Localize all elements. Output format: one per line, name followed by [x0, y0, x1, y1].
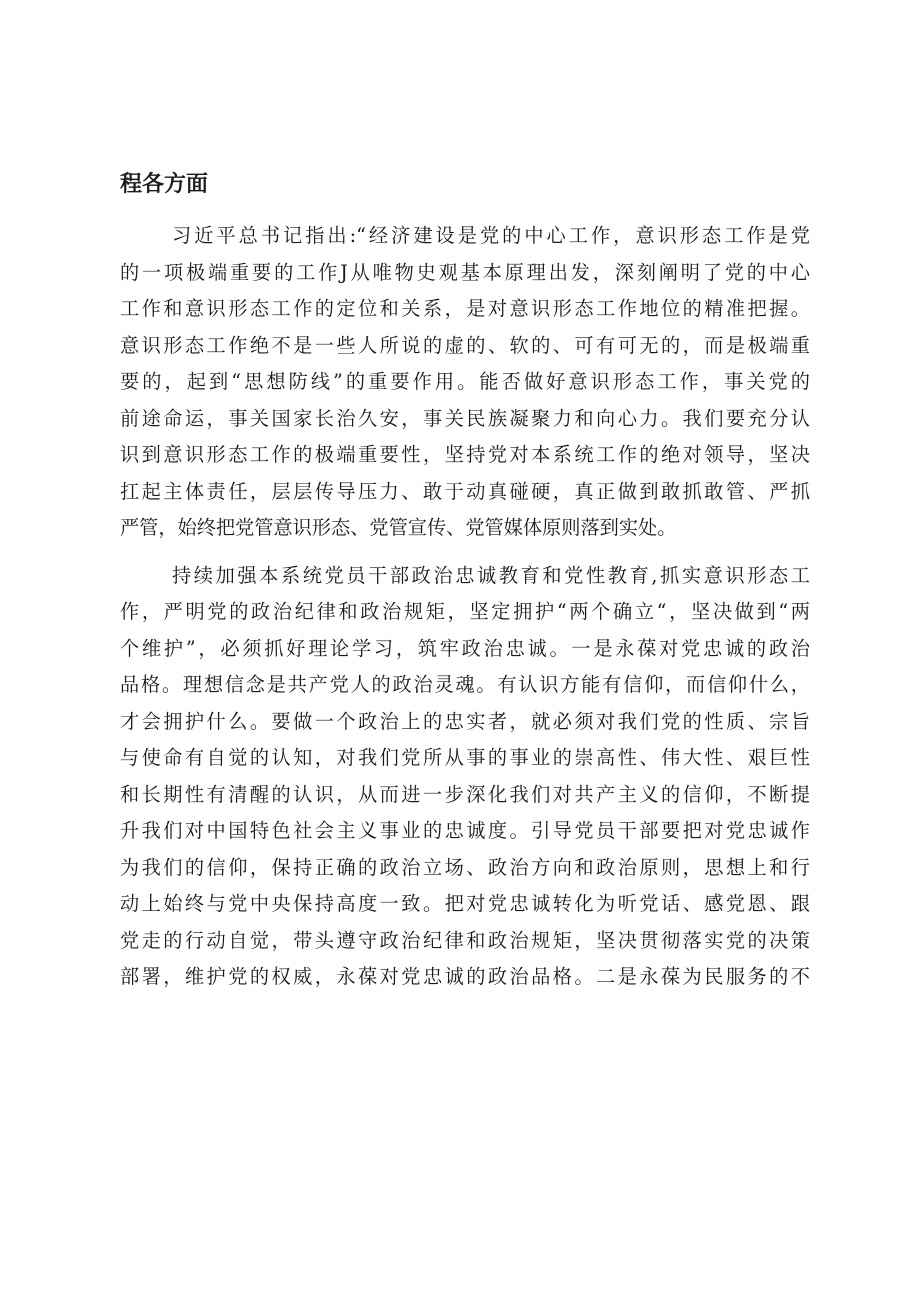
paragraph-2 [120, 558, 810, 996]
paragraph-line: 才会拥护什么。要做一个政治上的忠实者，就必须对我们党的性质、宗旨 [120, 709, 810, 733]
paragraph-line: 严管，始终把党管意识形态、党管宣传、党管媒体原则落到实处。 [120, 516, 677, 539]
paragraph-spacer [120, 547, 810, 558]
paragraph-line: 为我们的信仰，保持正确的政治立场、政治方向和政治原则，思想上和行 [120, 855, 810, 879]
paragraph-line: 识到意识形态工作的极端重要性，坚持党对本系统工作的绝对领导，坚决 [120, 443, 810, 466]
body-text [120, 218, 810, 996]
paragraph-line: 意识形态工作绝不是一些人所说的虚的、软的、可有可无的，而是极端重 [120, 333, 810, 357]
section-heading: 程各方面 [120, 172, 209, 197]
paragraph-line: 前途命运，事关国家长治久安，事关民族凝聚力和向心力。我们要充分认 [120, 406, 810, 430]
paragraph-line: 的一项极端重要的工作J从唯物史观基本原理出发，深刻阐明了党的中心 [120, 260, 810, 284]
paragraph-line: 作，严明党的政治纪律和政治规矩，坚定拥护“两个确立“，坚决做到“两 [120, 600, 810, 623]
paragraph-line: 部署，维护党的权威，永葆对党忠诚的政治品格。二是永葆为民服务的不 [120, 965, 810, 988]
paragraph-line: 动上始终与党中央保持高度一致。把对党忠诚转化为听党话、感党恩、跟 [120, 892, 810, 915]
paragraph-line: 升我们对中国特色社会主义事业的忠诚度。引导党员干部要把对党忠诚作 [120, 819, 810, 842]
paragraph-line: 品格。理想信念是共产党人的政治灵魂。有认识方能有信仰，而信仰什么， [120, 673, 810, 696]
paragraph-line: 持续加强本系统党员干部政治忠诚教育和党性教育,抓实意识形态工 [172, 563, 810, 587]
paragraph-line: 个维护”，必须抓好理论学习，筑牢政治忠诚。一是永葆对党忠诚的政治 [120, 636, 810, 660]
paragraph-line: 习近平总书记指出:“经济建设是党的中心工作，意识形态工作是党 [172, 224, 810, 247]
paragraph-line: 党走的行动自觉，带头遵守政治纪律和政治规矩，坚决贯彻落实党的决策 [120, 928, 810, 952]
paragraph-1 [120, 218, 810, 547]
paragraph-line: 要的，起到“思想防线”的重要作用。能否做好意识形态工作，事关党的 [120, 370, 810, 393]
paragraph-line: 和长期性有清醒的认识，从而进一步深化我们对共产主义的信仰，不断提 [120, 782, 810, 806]
paragraph-line: 扛起主体责任，层层传导压力、敢于动真碰硬，真正做到敢抓敢管、严抓 [120, 479, 810, 503]
paragraph-line: 与使命有自觉的认知，对我们党所从事的事业的崇高性、伟大性、艰巨性 [120, 746, 810, 769]
paragraph-line: 工作和意识形态工作的定位和关系，是对意识形态工作地位的精准把握。 [120, 297, 810, 320]
